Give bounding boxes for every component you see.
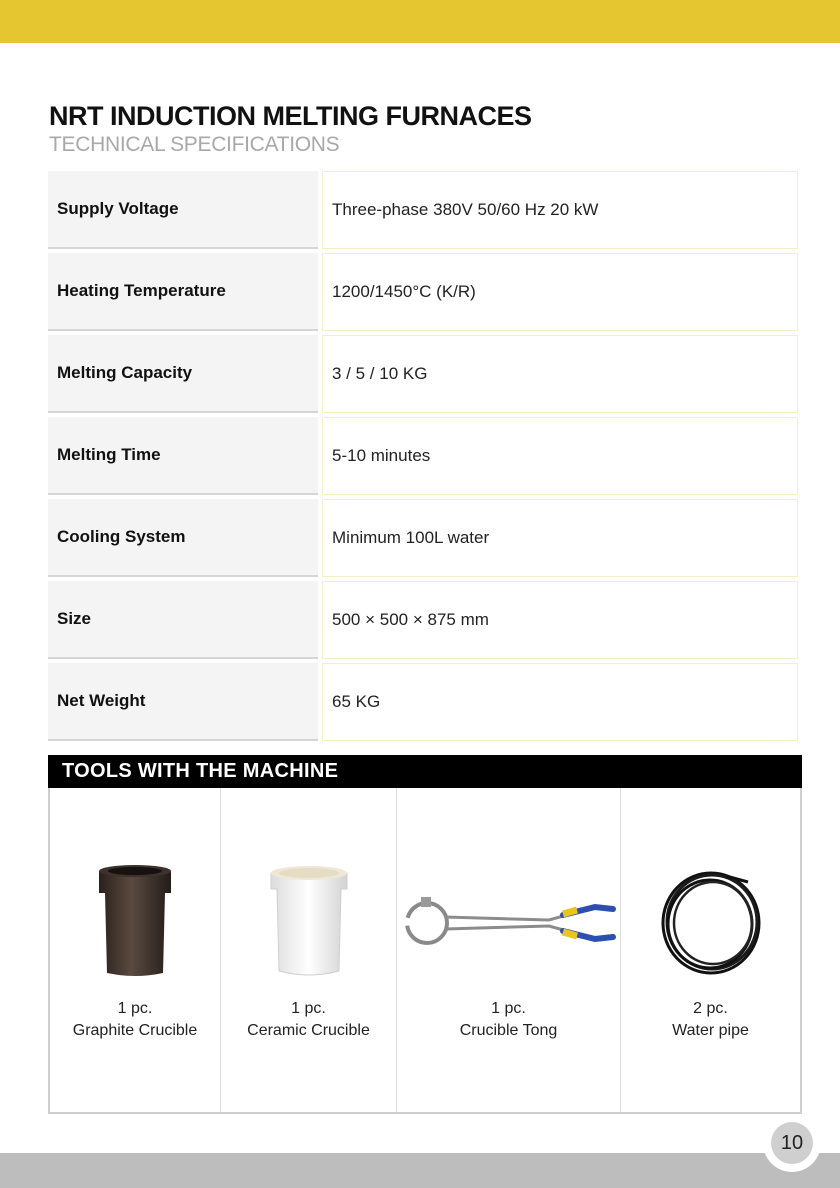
bottom-footer-bar xyxy=(0,1153,840,1188)
graphite-crucible-image xyxy=(50,858,220,988)
tool-quantity: 1 pc. xyxy=(491,1000,526,1017)
tool-name: Ceramic Crucible xyxy=(247,1022,370,1039)
tool-caption xyxy=(621,998,800,1042)
tool-caption xyxy=(50,998,220,1042)
spec-value: 3 / 5 / 10 KG xyxy=(322,335,798,413)
tool-caption xyxy=(221,998,396,1042)
tool-item-water-pipe xyxy=(621,788,800,1112)
spec-value: 500 × 500 × 875 mm xyxy=(322,581,798,659)
page-number-badge xyxy=(763,1114,821,1172)
spec-value: 5-10 minutes xyxy=(322,417,798,495)
page-number: 10 xyxy=(771,1122,813,1164)
page-subtitle: TECHNICAL SPECIFICATIONS xyxy=(49,133,340,156)
spec-row xyxy=(48,335,798,413)
crucible-tong-image xyxy=(397,858,620,988)
tools-grid xyxy=(48,788,802,1114)
spec-label: Heating Temperature xyxy=(48,253,318,331)
tool-quantity: 1 pc. xyxy=(117,1000,153,1017)
page-title: NRT INDUCTION MELTING FURNACES xyxy=(49,101,532,131)
tool-name: Water pipe xyxy=(672,1022,749,1039)
tool-item-ceramic-crucible xyxy=(221,788,397,1112)
spec-row xyxy=(48,499,798,577)
tool-item-crucible-tong xyxy=(397,788,621,1112)
spec-row xyxy=(48,417,798,495)
spec-row xyxy=(48,253,798,331)
tools-section-header: TOOLS WITH THE MACHINE xyxy=(48,755,802,788)
tool-quantity: 2 pc. xyxy=(693,1000,728,1017)
spec-table xyxy=(48,171,798,745)
top-accent-bar xyxy=(0,0,840,43)
spec-label: Supply Voltage xyxy=(48,171,318,249)
tool-name: Graphite Crucible xyxy=(72,1022,198,1039)
spec-label: Melting Time xyxy=(48,417,318,495)
spec-label: Cooling System xyxy=(48,499,318,577)
tool-item-graphite-crucible xyxy=(50,788,221,1112)
tool-name: Crucible Tong xyxy=(459,1022,558,1039)
spec-label: Net Weight xyxy=(48,663,318,741)
spec-value: 65 KG xyxy=(322,663,798,741)
water-pipe-image xyxy=(621,858,800,988)
tool-caption xyxy=(397,998,620,1042)
spec-value: Three-phase 380V 50/60 Hz 20 kW xyxy=(322,171,798,249)
spec-value: 1200/1450°C (K/R) xyxy=(322,253,798,331)
spec-row xyxy=(48,171,798,249)
spec-row xyxy=(48,663,798,741)
spec-value: Minimum 100L water xyxy=(322,499,798,577)
tool-quantity: 1 pc. xyxy=(291,1000,326,1017)
ceramic-crucible-image xyxy=(221,858,396,988)
spec-label: Melting Capacity xyxy=(48,335,318,413)
spec-label: Size xyxy=(48,581,318,659)
spec-row xyxy=(48,581,798,659)
